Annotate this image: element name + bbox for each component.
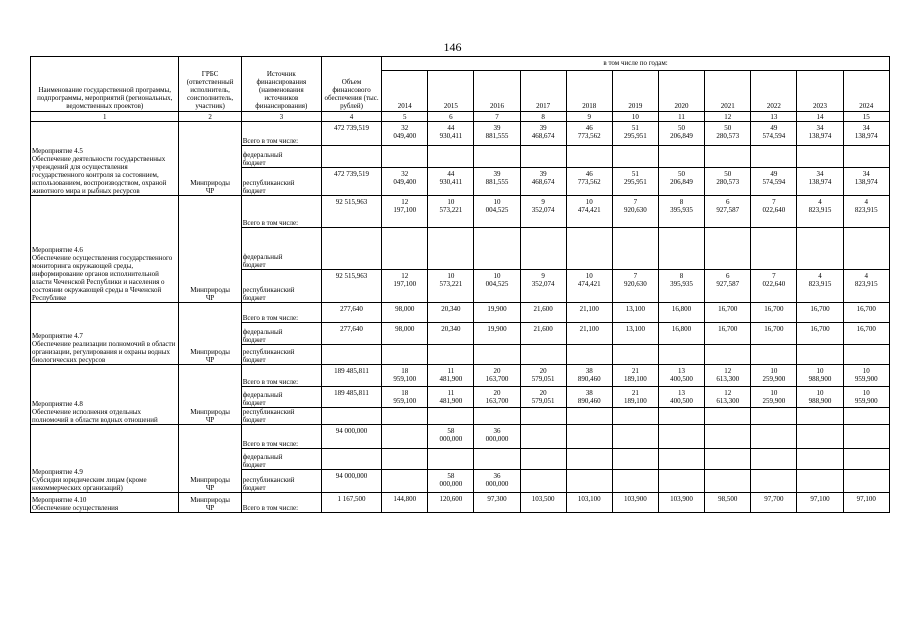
year-value: 13,100 (612, 323, 658, 345)
header-year: 2015 (428, 71, 474, 112)
year-value: 10 988,900 (797, 365, 843, 387)
year-value (612, 449, 658, 470)
year-value: 20 163,700 (474, 387, 520, 408)
funding-source: республиканский бюджет (241, 408, 321, 425)
year-value: 16,700 (751, 323, 797, 345)
year-value (612, 146, 658, 168)
year-value: 50 280,573 (705, 122, 751, 146)
year-value: 7 022,640 (751, 270, 797, 303)
year-value (612, 425, 658, 449)
year-value: 103,100 (566, 493, 612, 513)
year-value: 98,000 (382, 323, 428, 345)
header-year: 2022 (751, 71, 797, 112)
year-value (705, 449, 751, 470)
year-value: 16,700 (751, 303, 797, 323)
column-number: 2 (179, 112, 241, 122)
year-value (797, 425, 843, 449)
year-value: 18 959,100 (382, 387, 428, 408)
year-value: 46 773,562 (566, 168, 612, 196)
year-value (797, 449, 843, 470)
funding-volume: 92 515,963 (321, 196, 381, 228)
year-value (751, 345, 797, 365)
year-value: 21 189,100 (612, 387, 658, 408)
year-value (843, 449, 889, 470)
funding-volume: 94 000,000 (321, 425, 381, 449)
measure-name: Мероприятие 4.5 Обеспечение деятельности государственных учреждений для осуществления государственного контроля за состоянием, использованием, воспроизводством, охраной животного мира и рыбных ресурсов (31, 122, 179, 196)
column-number: 3 (241, 112, 321, 122)
year-value (428, 228, 474, 270)
year-value (520, 470, 566, 493)
year-value: 50 280,573 (705, 168, 751, 196)
year-value (428, 146, 474, 168)
year-value: 49 574,594 (751, 122, 797, 146)
year-value: 4 823,915 (843, 270, 889, 303)
measure-name: Мероприятие 4.9 Субсидии юридическим лицам (кроме некоммерческих организаций) (31, 425, 179, 493)
year-value: 16,700 (705, 323, 751, 345)
year-value: 12 197,100 (382, 270, 428, 303)
year-value (566, 345, 612, 365)
year-value: 58 000,000 (428, 425, 474, 449)
year-value (843, 470, 889, 493)
column-number: 14 (797, 112, 843, 122)
table-header (31, 57, 890, 122)
year-value: 97,300 (474, 493, 520, 513)
year-value (751, 228, 797, 270)
year-value: 39 881,555 (474, 122, 520, 146)
column-numbers-row (31, 112, 890, 122)
year-value: 6 927,587 (705, 196, 751, 228)
table-row (31, 365, 890, 387)
year-value: 38 890,460 (566, 387, 612, 408)
year-value: 21 189,100 (612, 365, 658, 387)
year-value (751, 425, 797, 449)
measure-name: Мероприятие 4.8 Обеспечение исполнения отдельных полномочий в области водных отношений (31, 365, 179, 425)
funding-volume: 92 515,963 (321, 270, 381, 303)
year-value (382, 470, 428, 493)
table-row (31, 425, 890, 449)
header-year: 2016 (474, 71, 520, 112)
year-value (797, 228, 843, 270)
year-value (751, 146, 797, 168)
year-value: 39 468,674 (520, 122, 566, 146)
page-number: 146 (443, 40, 462, 54)
year-value (520, 449, 566, 470)
year-value (705, 425, 751, 449)
year-value (382, 425, 428, 449)
year-value: 39 468,674 (520, 168, 566, 196)
year-value (474, 449, 520, 470)
funding-volume: 1 167,500 (321, 493, 381, 513)
year-value: 51 295,951 (612, 122, 658, 146)
header-year: 2018 (566, 71, 612, 112)
year-value (566, 470, 612, 493)
year-value: 103,900 (612, 493, 658, 513)
year-value (705, 345, 751, 365)
year-value: 10 573,221 (428, 196, 474, 228)
year-value: 20 579,051 (520, 387, 566, 408)
year-value (566, 228, 612, 270)
year-value: 13 400,500 (658, 387, 704, 408)
year-value: 10 259,900 (751, 387, 797, 408)
header-year: 2019 (612, 71, 658, 112)
year-value (428, 408, 474, 425)
year-value: 10 474,421 (566, 270, 612, 303)
year-value: 11 481,900 (428, 365, 474, 387)
year-value (474, 228, 520, 270)
funding-source: федеральный бюджет (241, 146, 321, 168)
year-value (797, 470, 843, 493)
year-value (751, 470, 797, 493)
year-value: 36 000,000 (474, 425, 520, 449)
year-value: 20 579,051 (520, 365, 566, 387)
year-value: 9 352,074 (520, 196, 566, 228)
column-number: 9 (566, 112, 612, 122)
year-value (566, 146, 612, 168)
year-value: 21,600 (520, 303, 566, 323)
measure-name: Мероприятие 4.6 Обеспечение осуществления государственного мониторинга окружающей среды, информирование органов исполнительной власти Чеченской Республики и населения о состоянии окружающей среды в Чеченской Республике (31, 196, 179, 303)
header-year: 2023 (797, 71, 843, 112)
year-value (474, 408, 520, 425)
funding-source: федеральный бюджет (241, 387, 321, 408)
column-number: 12 (705, 112, 751, 122)
year-value: 12 197,100 (382, 196, 428, 228)
header-volume: Объем финансового обеспечения (тыс. рублей) (321, 57, 381, 112)
year-value (843, 228, 889, 270)
year-value: 20,340 (428, 323, 474, 345)
year-value: 7 920,630 (612, 196, 658, 228)
year-value (520, 345, 566, 365)
year-value: 19,900 (474, 323, 520, 345)
year-value: 97,100 (843, 493, 889, 513)
year-value: 58 000,000 (428, 470, 474, 493)
header-grbs: ГРБС (ответственный исполнитель, соисполнитель, участник) (179, 57, 241, 112)
year-value (612, 408, 658, 425)
header-source: Источник финансирования (наименования источников финансирования) (241, 57, 321, 112)
measure-grbs: Минприроды ЧР (179, 365, 241, 425)
year-value: 13 400,500 (658, 365, 704, 387)
year-value: 16,700 (705, 303, 751, 323)
header-year: 2021 (705, 71, 751, 112)
column-number: 10 (612, 112, 658, 122)
year-value: 4 823,915 (797, 270, 843, 303)
year-value: 46 773,562 (566, 122, 612, 146)
column-number: 7 (474, 112, 520, 122)
funding-volume: 277,640 (321, 303, 381, 323)
funding-source: республиканский бюджет (241, 168, 321, 196)
year-value (382, 345, 428, 365)
funding-volume: 472 739,519 (321, 168, 381, 196)
table-row (31, 196, 890, 228)
year-value: 16,800 (658, 323, 704, 345)
year-value: 21,600 (520, 323, 566, 345)
year-value (566, 408, 612, 425)
year-value: 12 613,300 (705, 387, 751, 408)
year-value: 98,000 (382, 303, 428, 323)
year-value: 7 920,630 (612, 270, 658, 303)
year-value: 34 138,974 (797, 122, 843, 146)
year-value: 39 881,555 (474, 168, 520, 196)
measure-grbs: Минприроды ЧР (179, 493, 241, 513)
year-value (658, 449, 704, 470)
funding-volume: 94 000,000 (321, 470, 381, 493)
measure-grbs: Минприроды ЧР (179, 303, 241, 365)
year-value: 21,100 (566, 303, 612, 323)
column-number: 1 (31, 112, 179, 122)
measure-grbs: Минприроды ЧР (179, 122, 241, 196)
header-years-caption: в том числе по годам: (382, 57, 890, 71)
year-value: 18 959,100 (382, 365, 428, 387)
year-value: 9 352,074 (520, 270, 566, 303)
year-value (797, 345, 843, 365)
year-value: 144,800 (382, 493, 428, 513)
table-row (31, 303, 890, 323)
measure-name: Мероприятие 4.7 Обеспечение реализации полномочий в области организации, регулирования и охраны водных биологических ресурсов (31, 303, 179, 365)
table-row (31, 493, 890, 513)
year-value (705, 470, 751, 493)
funding-volume (321, 146, 381, 168)
year-value (705, 228, 751, 270)
year-value (658, 408, 704, 425)
year-value: 49 574,594 (751, 168, 797, 196)
year-value (474, 146, 520, 168)
funding-source: республиканский бюджет (241, 345, 321, 365)
year-value: 10 259,900 (751, 365, 797, 387)
financing-table (30, 56, 890, 513)
year-value: 32 049,400 (382, 168, 428, 196)
year-value: 50 206,849 (658, 168, 704, 196)
column-number: 13 (751, 112, 797, 122)
year-value: 10 959,900 (843, 387, 889, 408)
year-value: 16,700 (797, 323, 843, 345)
year-value (382, 449, 428, 470)
year-value: 10 988,900 (797, 387, 843, 408)
year-value: 97,100 (797, 493, 843, 513)
column-number: 4 (321, 112, 381, 122)
year-value (382, 408, 428, 425)
funding-source: республиканский бюджет (241, 470, 321, 493)
year-value: 20,340 (428, 303, 474, 323)
year-value: 12 613,300 (705, 365, 751, 387)
column-number: 5 (382, 112, 428, 122)
year-value (474, 345, 520, 365)
header-name: Наименование государственной программы, подпрограммы, мероприятий (региональных, ведомственных проектов) (31, 57, 179, 112)
funding-volume: 189 485,811 (321, 387, 381, 408)
column-number: 6 (428, 112, 474, 122)
year-value (382, 146, 428, 168)
funding-source: федеральный бюджет (241, 449, 321, 470)
year-value (705, 408, 751, 425)
year-value: 19,900 (474, 303, 520, 323)
year-value (520, 228, 566, 270)
header-year: 2020 (658, 71, 704, 112)
year-value (658, 470, 704, 493)
year-value: 34 138,974 (843, 168, 889, 196)
year-value: 103,900 (658, 493, 704, 513)
funding-source: Всего в том числе: (241, 365, 321, 387)
year-value: 34 138,974 (843, 122, 889, 146)
year-value (843, 408, 889, 425)
year-value: 21,100 (566, 323, 612, 345)
funding-volume: 189 485,811 (321, 365, 381, 387)
funding-source: Всего в том числе: (241, 122, 321, 146)
year-value: 13,100 (612, 303, 658, 323)
year-value: 11 481,900 (428, 387, 474, 408)
year-value: 20 163,700 (474, 365, 520, 387)
table-body (31, 122, 890, 513)
year-value (797, 408, 843, 425)
year-value (658, 228, 704, 270)
funding-volume: 472 739,519 (321, 122, 381, 146)
year-value: 16,700 (843, 303, 889, 323)
year-value (843, 425, 889, 449)
year-value: 120,600 (428, 493, 474, 513)
year-value (520, 146, 566, 168)
year-value (612, 345, 658, 365)
funding-volume (321, 228, 381, 270)
year-value: 6 927,587 (705, 270, 751, 303)
year-value (843, 146, 889, 168)
year-value: 103,500 (520, 493, 566, 513)
year-value (382, 228, 428, 270)
column-number: 11 (658, 112, 704, 122)
funding-source: республиканский бюджет (241, 270, 321, 303)
funding-source: федеральный бюджет (241, 228, 321, 270)
year-value (658, 146, 704, 168)
measure-grbs: Минприроды ЧР (179, 196, 241, 303)
year-value: 8 395,935 (658, 196, 704, 228)
measure-grbs: Минприроды ЧР (179, 425, 241, 493)
year-value (797, 146, 843, 168)
year-value: 50 206,849 (658, 122, 704, 146)
year-value: 38 890,460 (566, 365, 612, 387)
year-value: 10 474,421 (566, 196, 612, 228)
funding-source: Всего в том числе: (241, 196, 321, 228)
year-value (612, 228, 658, 270)
year-value: 4 823,915 (843, 196, 889, 228)
year-value (566, 449, 612, 470)
year-value: 10 959,900 (843, 365, 889, 387)
year-value (428, 449, 474, 470)
funding-volume (321, 449, 381, 470)
year-value: 16,700 (797, 303, 843, 323)
year-value: 10 004,525 (474, 270, 520, 303)
funding-volume (321, 408, 381, 425)
year-value (751, 449, 797, 470)
measure-name: Мероприятие 4.10 Обеспечение осуществления (31, 493, 179, 513)
funding-source: Всего в том числе: (241, 303, 321, 323)
funding-volume (321, 345, 381, 365)
year-value: 4 823,915 (797, 196, 843, 228)
year-value (843, 345, 889, 365)
year-value (658, 425, 704, 449)
year-value: 32 049,400 (382, 122, 428, 146)
funding-source: Всего в том числе: (241, 493, 321, 513)
year-value: 16,800 (658, 303, 704, 323)
funding-source: Всего в том числе: (241, 425, 321, 449)
year-value (751, 408, 797, 425)
year-value: 10 573,221 (428, 270, 474, 303)
header-year: 2017 (520, 71, 566, 112)
year-value (612, 470, 658, 493)
year-value: 98,500 (705, 493, 751, 513)
column-number: 8 (520, 112, 566, 122)
header-year: 2024 (843, 71, 889, 112)
header-year: 2014 (382, 71, 428, 112)
year-value: 8 395,935 (658, 270, 704, 303)
year-value: 36 000,000 (474, 470, 520, 493)
funding-source: федеральный бюджет (241, 323, 321, 345)
year-value: 44 930,411 (428, 122, 474, 146)
year-value (705, 146, 751, 168)
year-value: 7 022,640 (751, 196, 797, 228)
year-value: 44 930,411 (428, 168, 474, 196)
year-value (428, 345, 474, 365)
year-value: 51 295,951 (612, 168, 658, 196)
year-value (520, 425, 566, 449)
funding-volume: 277,640 (321, 323, 381, 345)
year-value: 16,700 (843, 323, 889, 345)
year-value: 34 138,974 (797, 168, 843, 196)
year-value (520, 408, 566, 425)
year-value (658, 345, 704, 365)
table-row (31, 122, 890, 146)
year-value (566, 425, 612, 449)
column-number: 15 (843, 112, 889, 122)
year-value: 10 004,525 (474, 196, 520, 228)
year-value: 97,700 (751, 493, 797, 513)
